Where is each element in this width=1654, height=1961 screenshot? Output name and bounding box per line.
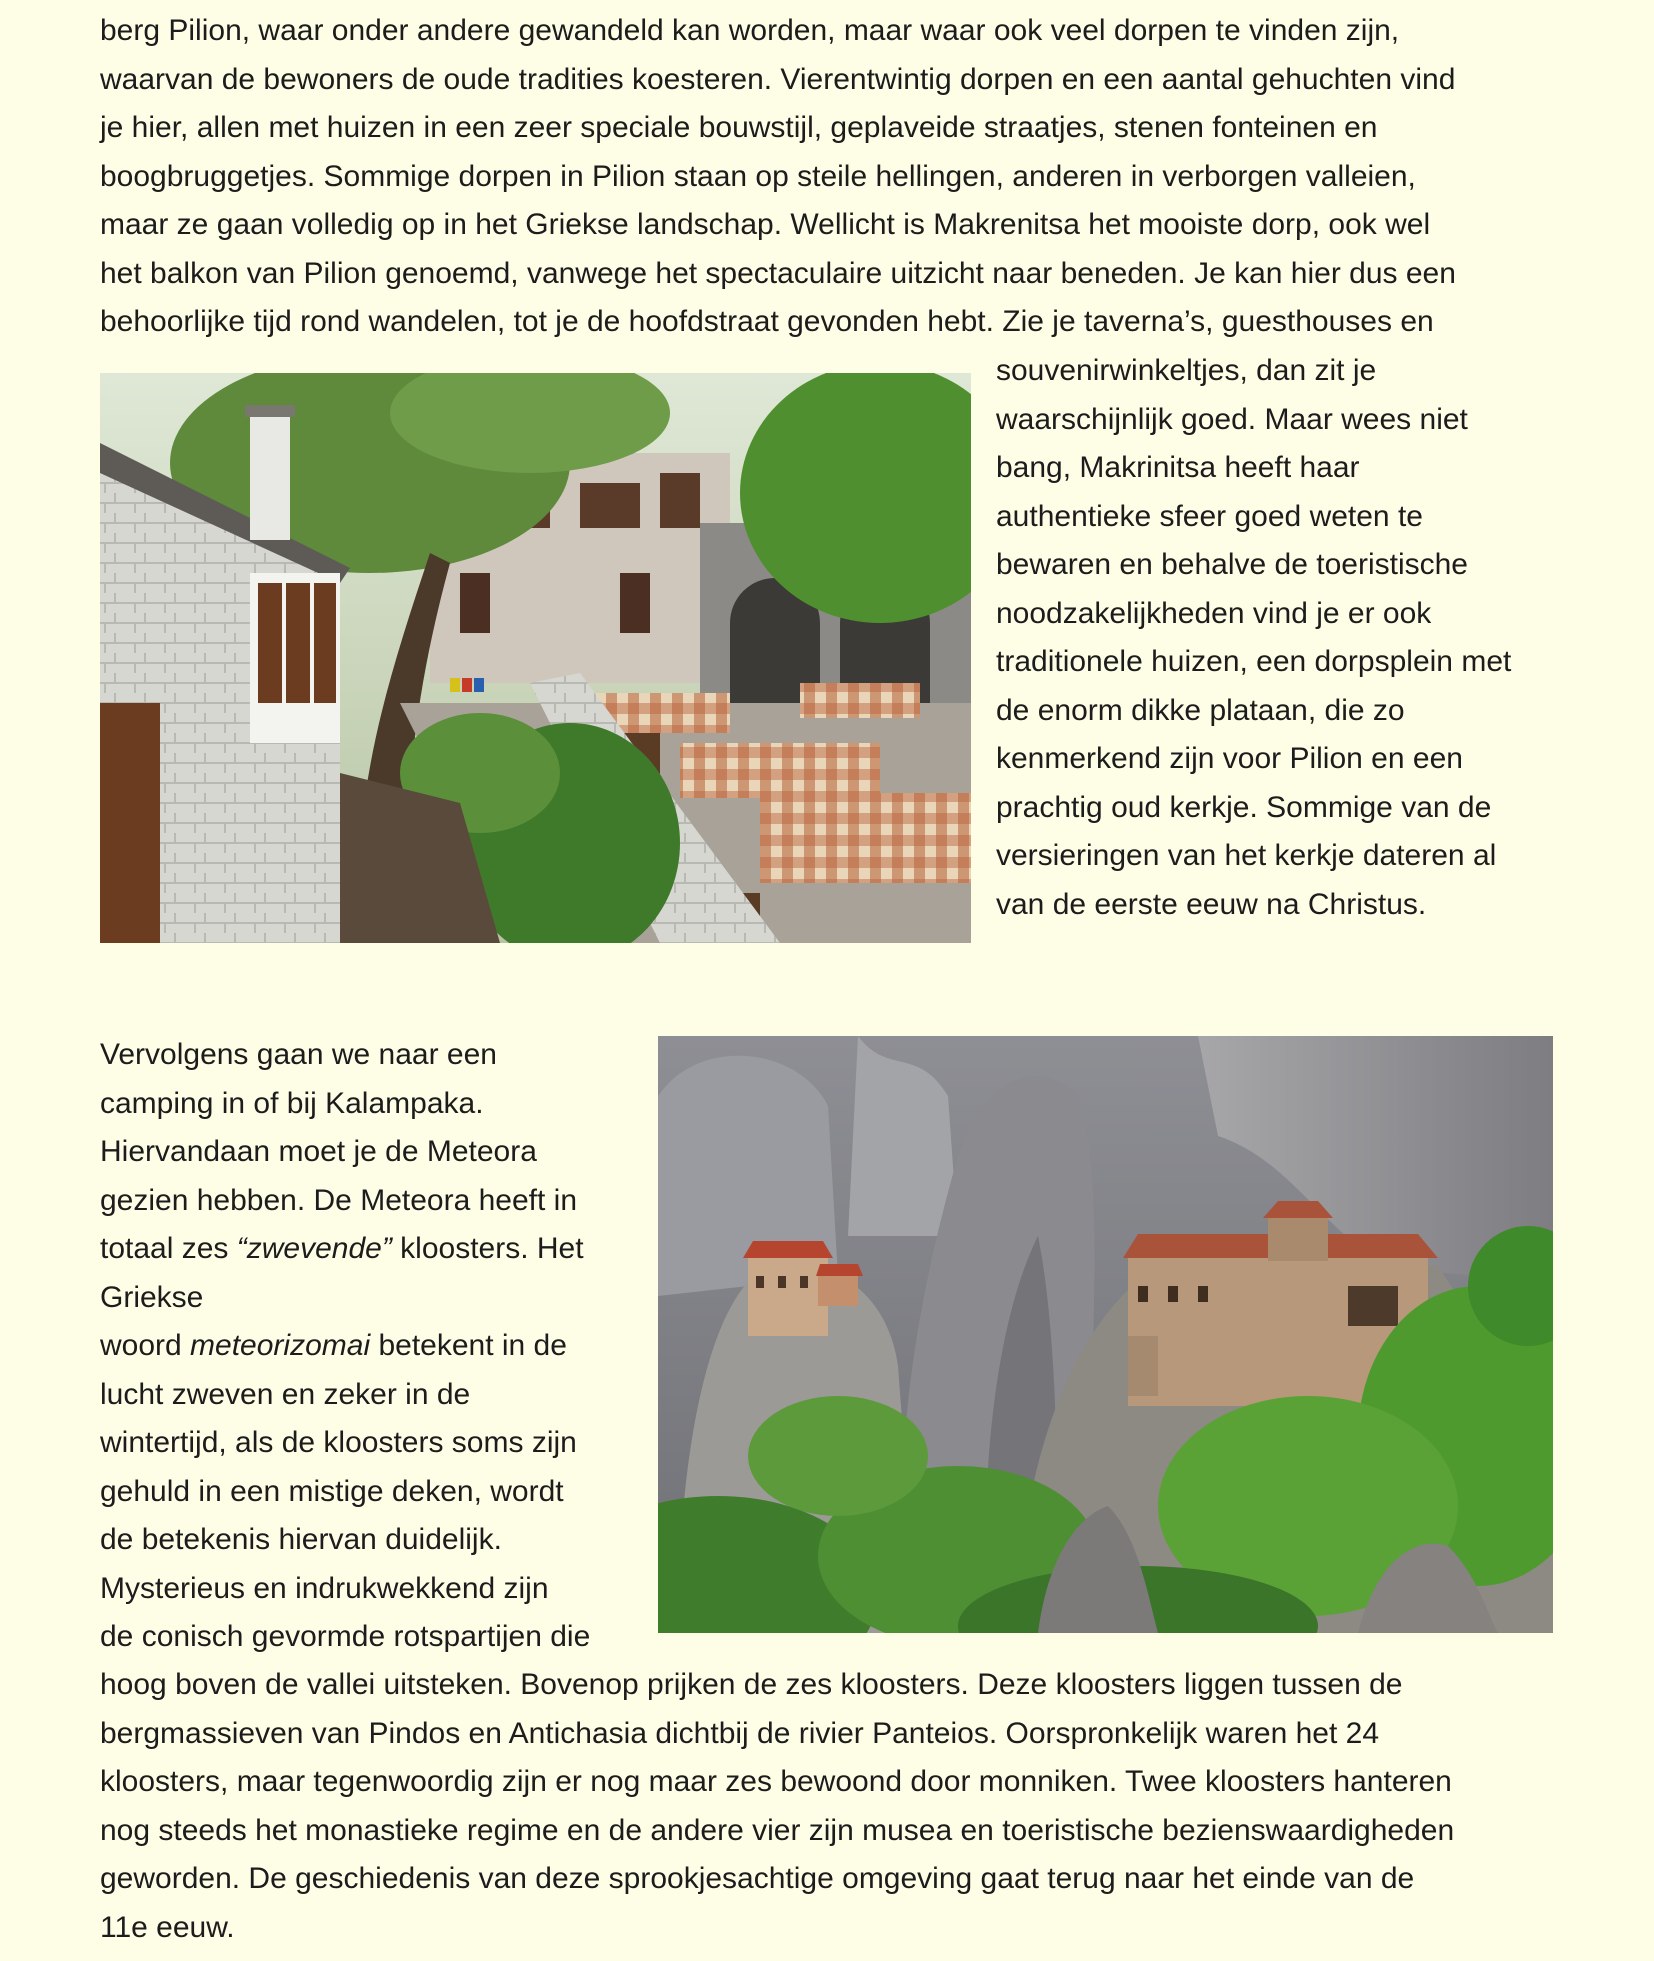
emphasis-meteorizomai: meteorizomai bbox=[190, 1329, 371, 1362]
text-line: van de eerste eeuw na Christus. bbox=[996, 887, 1427, 921]
text-line: gehuld in een mistige deken, wordt bbox=[100, 1474, 564, 1508]
text-line: 11e eeuw. bbox=[100, 1910, 235, 1944]
text-line: Mysterieus en indrukwekkend zijn bbox=[100, 1571, 549, 1605]
paragraph-1-intro bbox=[100, 7, 1456, 347]
paragraph-1-wrap bbox=[996, 347, 1511, 929]
text-line: lucht zweven en zeker in de bbox=[100, 1377, 471, 1411]
text-line: de conisch gevormde rotspartijen die bbox=[100, 1620, 591, 1653]
text-line: Hiervandaan moet je de Meteora bbox=[100, 1135, 537, 1168]
text-line: kenmerkend zijn voor Pilion en een bbox=[996, 742, 1463, 775]
text-line: bang, Makrinitsa heeft haar bbox=[996, 451, 1360, 484]
text-line: behoorlijke tijd rond wandelen, tot je de hoofdstraat gevonden hebt. Zie je taverna’s, guesthouses en bbox=[100, 305, 1434, 338]
text-line: nog steeds het monastieke regime en de andere vier zijn musea en toeristische bezienswaardigheden bbox=[100, 1813, 1455, 1847]
text-line bbox=[100, 1322, 590, 1371]
text-line: hoog boven de vallei uitsteken. Bovenop prijken de zes kloosters. Deze kloosters liggen tussen de bbox=[100, 1668, 1403, 1701]
emphasis-zwevende: “zwevende” bbox=[236, 1232, 392, 1265]
text-line: authentieke sfeer goed weten te bbox=[996, 499, 1423, 533]
text-line: Vervolgens gaan we naar een bbox=[100, 1038, 497, 1071]
text-line: geworden. De geschiedenis van deze sprookjesachtige omgeving gaat terug naar het einde van de bbox=[100, 1862, 1415, 1895]
text-line: souvenirwinkeltjes, dan zit je bbox=[996, 354, 1377, 387]
text-run: totaal zes bbox=[100, 1232, 237, 1265]
village-photo-image bbox=[100, 373, 971, 943]
text-line: versieringen van het kerkje dateren al bbox=[996, 839, 1497, 872]
text-line: traditionele huizen, een dorpsplein met bbox=[996, 645, 1512, 678]
paragraph-2-wrap bbox=[100, 1031, 590, 1662]
text-run: kloosters. Het bbox=[391, 1232, 584, 1265]
text-line: waarschijnlijk goed. Maar wees niet bbox=[996, 402, 1468, 436]
text-line bbox=[100, 1225, 590, 1274]
text-line: camping in of bij Kalampaka. bbox=[100, 1086, 484, 1120]
text-line: boogbruggetjes. Sommige dorpen in Pilion staan op steile hellingen, anderen in verborgen valleien, bbox=[100, 159, 1416, 193]
paragraph-2-continued bbox=[100, 1661, 1454, 1952]
meteora-photo-image bbox=[658, 1036, 1553, 1633]
text-line: kloosters, maar tegenwoordig zijn er nog maar zes bewoond door monniken. Twee kloosters hanteren bbox=[100, 1765, 1452, 1798]
text-line: waarvan de bewoners de oude tradities koesteren. Vierentwintig dorpen en een aantal gehuchten vind bbox=[100, 62, 1456, 96]
text-line: het balkon van Pilion genoemd, vanwege het spectaculaire uitzicht naar beneden. Je kan hier dus een bbox=[100, 256, 1456, 290]
text-line: de enorm dikke plataan, die zo bbox=[996, 693, 1405, 727]
village-photo bbox=[100, 373, 971, 943]
meteora-photo bbox=[658, 1036, 1553, 1633]
text-line: berg Pilion, waar onder andere gewandeld kan worden, maar waar ook veel dorpen te vinden zijn, bbox=[100, 14, 1400, 47]
text-line: prachtig oud kerkje. Sommige van de bbox=[996, 790, 1492, 824]
text-line: je hier, allen met huizen in een zeer speciale bouwstijl, geplaveide straatjes, stenen fonteinen en bbox=[100, 111, 1378, 144]
text-line: bewaren en behalve de toeristische bbox=[996, 548, 1468, 581]
text-line: wintertijd, als de kloosters soms zijn bbox=[100, 1426, 577, 1459]
text-line: noodzakelijkheden vind je er ook bbox=[996, 596, 1432, 630]
text-run: woord bbox=[100, 1329, 191, 1362]
text-line: de betekenis hiervan duidelijk. bbox=[100, 1523, 502, 1556]
text-line: bergmassieven van Pindos en Antichasia dichtbij de rivier Panteios. Oorspronkelijk waren het 24 bbox=[100, 1716, 1380, 1750]
text-line: Griekse bbox=[100, 1280, 204, 1314]
text-run: betekent in de bbox=[370, 1329, 567, 1362]
text-line: maar ze gaan volledig op in het Griekse landschap. Wellicht is Makrenitsa het mooiste dorp, ook wel bbox=[100, 208, 1431, 241]
text-line: gezien hebben. De Meteora heeft in bbox=[100, 1183, 577, 1217]
